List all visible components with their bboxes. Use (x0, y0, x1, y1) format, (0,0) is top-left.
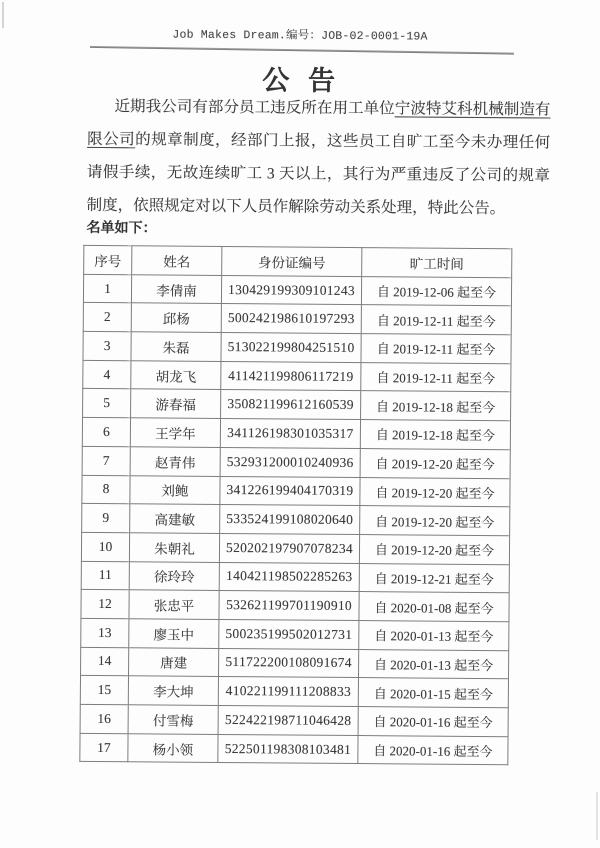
table-row (83, 389, 511, 421)
cell-index: 6 (82, 417, 130, 446)
col-header-period: 旷工时间 (362, 248, 512, 278)
cell-name: 李倩南 (131, 274, 221, 303)
table-row (83, 360, 511, 392)
cell-index: 3 (83, 331, 131, 360)
cell-absence-period: 自 2019-12-20 起至今 (360, 506, 510, 536)
cell-index: 2 (83, 303, 131, 332)
cell-absence-period: 自 2019-12-11 起至今 (361, 334, 511, 364)
table-row (81, 532, 509, 564)
cell-id-number: 513022199804251510 (221, 333, 361, 363)
cell-id-number: 533524199108020640 (220, 505, 360, 535)
cell-index: 1 (83, 274, 131, 303)
col-header-index: 序号 (84, 245, 132, 274)
cell-absence-period: 自 2019-12-18 起至今 (361, 391, 511, 421)
cell-name: 付雪梅 (128, 705, 218, 734)
cell-id-number: 341226199404170319 (220, 476, 360, 506)
cell-id-number: 522501198308103481 (218, 734, 358, 764)
cell-id-number: 341126198301035317 (220, 419, 360, 449)
cell-id-number: 520202197907078234 (219, 533, 359, 563)
cell-index: 11 (81, 561, 129, 590)
table-row (83, 274, 511, 306)
table-row (80, 733, 508, 765)
cell-index: 7 (82, 446, 130, 475)
list-label: 名单如下： (86, 220, 157, 237)
cell-id-number: 500242198610197293 (221, 304, 361, 334)
cell-id-number: 350821199612160539 (221, 390, 361, 420)
table-row (81, 647, 509, 679)
cell-name: 胡龙飞 (131, 361, 221, 390)
cell-name: 朱朝礼 (129, 533, 219, 562)
cell-index: 5 (83, 389, 131, 418)
table-row (81, 590, 509, 622)
cell-absence-period: 自 2020-01-15 起至今 (358, 678, 508, 708)
cell-id-number: 522422198711046428 (218, 705, 358, 735)
cell-index: 13 (81, 618, 129, 647)
cell-absence-period: 自 2019-12-20 起至今 (360, 448, 510, 478)
page-title: 公 告 (262, 65, 338, 96)
notice-paragraph (87, 90, 551, 226)
cell-index: 12 (81, 590, 129, 619)
cell-absence-period: 自 2019-12-06 起至今 (361, 276, 511, 306)
col-header-id: 身份证编号 (222, 246, 362, 276)
cell-absence-period: 自 2020-01-08 起至今 (359, 592, 509, 622)
table-row (83, 303, 511, 335)
cell-absence-period: 自 2019-12-18 起至今 (360, 420, 510, 450)
cell-id-number: 500235199502012731 (219, 619, 359, 649)
document-code: Job Makes Dream.编号：JOB-02-0001-19A (172, 28, 428, 44)
cell-id-number: 532621199701190910 (219, 591, 359, 621)
cell-name: 游春福 (131, 389, 221, 418)
cell-id-number: 410221199111208833 (218, 677, 358, 707)
cell-absence-period: 自 2019-12-20 起至今 (360, 477, 510, 507)
cell-name: 王学年 (130, 418, 220, 447)
table-row (82, 417, 510, 449)
cell-name: 朱磊 (131, 332, 221, 361)
cell-absence-period: 自 2019-12-21 起至今 (359, 563, 509, 593)
cell-id-number: 130429199309101243 (221, 275, 361, 305)
cell-name: 赵青伟 (130, 447, 220, 476)
cell-absence-period: 自 2019-12-11 起至今 (361, 362, 511, 392)
table-row (81, 618, 509, 650)
table-header (84, 245, 512, 277)
cell-name: 李大坤 (128, 676, 218, 705)
cell-id-number: 511722200108091674 (219, 648, 359, 678)
company-name: 宁波特艾科机械制造有限公司 (87, 100, 551, 149)
cell-id-number: 140421198502285263 (219, 562, 359, 592)
notice-text-rest: 的规章制度，经部门上报，这些员工自旷工至今未办理任何请假手续，无故连续旷工 3 天以上，其行为严重违反了公司的规章制度，依照规定对以下人员作解除劳动关系处理，特此公告。 (86, 131, 551, 218)
cell-name: 张忠平 (129, 590, 219, 619)
cell-name: 杨小领 (128, 733, 218, 762)
table-row (81, 561, 509, 593)
cell-id-number: 411421199806117219 (221, 361, 361, 391)
cell-index: 15 (80, 676, 128, 705)
cell-name: 高建敏 (130, 504, 220, 533)
table-body (80, 274, 512, 765)
cell-name: 徐玲玲 (129, 561, 219, 590)
col-header-name: 姓名 (132, 246, 222, 275)
cell-absence-period: 自 2019-12-20 起至今 (359, 534, 509, 564)
cell-index: 16 (80, 704, 128, 733)
cell-absence-period: 自 2020-01-16 起至今 (358, 707, 508, 737)
scan-artifact-right (596, 792, 598, 840)
cell-index: 4 (83, 360, 131, 389)
table-row (82, 504, 510, 536)
cell-index: 17 (80, 733, 128, 762)
cell-id-number: 532931200010240936 (220, 447, 360, 477)
cell-name: 唐建 (129, 647, 219, 676)
cell-name: 邱杨 (131, 303, 221, 332)
header-divider (90, 46, 514, 55)
table-row (82, 475, 510, 507)
cell-name: 刘鲍 (130, 475, 220, 504)
cell-name: 廖玉中 (129, 619, 219, 648)
table-row (82, 446, 510, 478)
cell-index: 14 (81, 647, 129, 676)
cell-absence-period: 自 2020-01-16 起至今 (358, 735, 508, 765)
table-row (83, 331, 511, 363)
dismissal-roster-table (79, 245, 512, 766)
cell-absence-period: 自 2020-01-13 起至今 (358, 649, 508, 679)
cell-index: 10 (81, 532, 129, 561)
cell-absence-period: 自 2020-01-13 起至今 (359, 620, 509, 650)
table-row (80, 676, 508, 708)
cell-index: 9 (82, 504, 130, 533)
cell-absence-period: 自 2019-12-11 起至今 (361, 305, 511, 335)
cell-index: 8 (82, 475, 130, 504)
table-row (80, 704, 508, 736)
notice-text-lead: 近期我公司有部分员工违反所在用工单位 (114, 98, 395, 118)
table-header-row (84, 245, 512, 277)
